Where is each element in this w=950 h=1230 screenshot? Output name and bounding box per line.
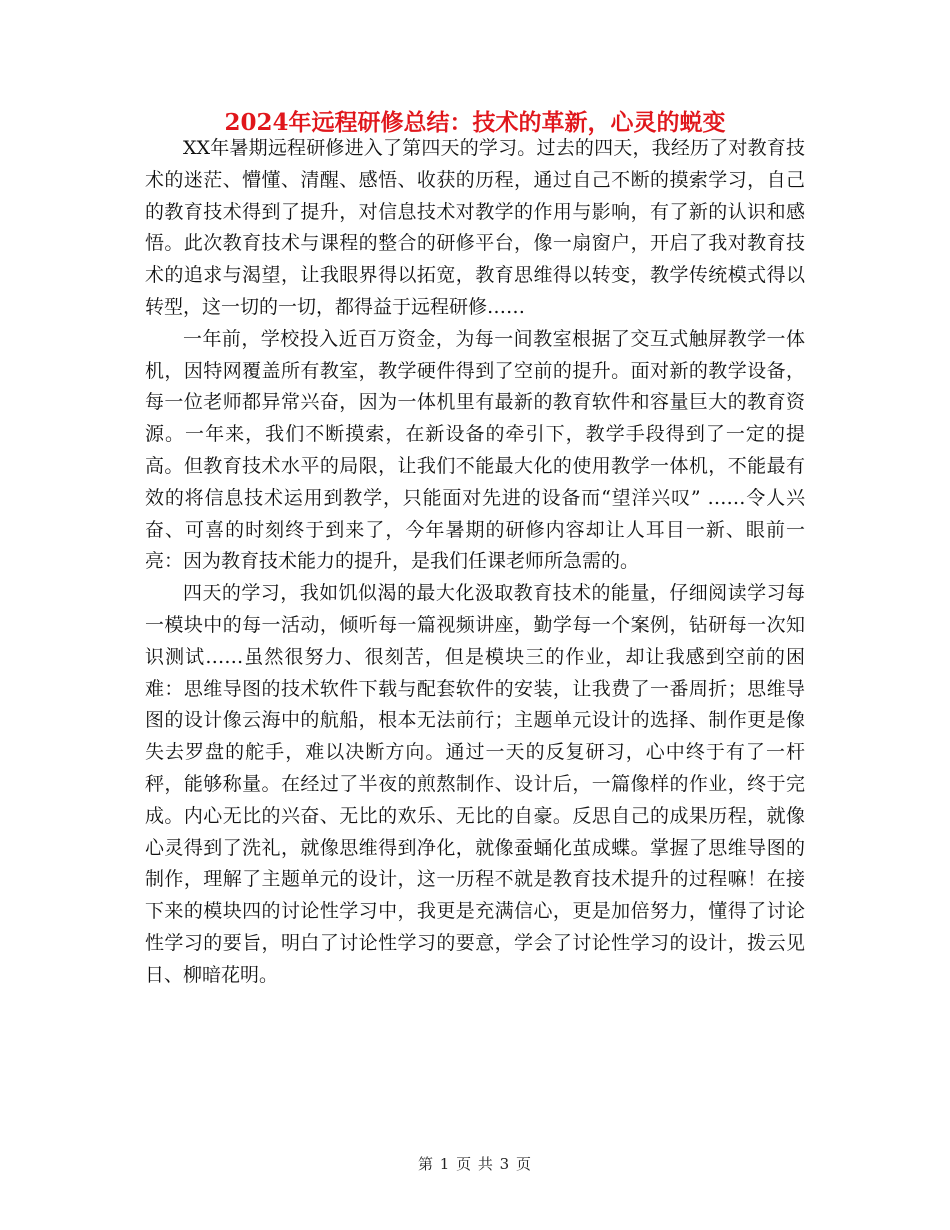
paragraph-2: 一年前，学校投入近百万资金，为每一间教室根据了交互式触屏教学一体机，因特网覆盖所有教室，教学硬件得到了空前的提升。面对新的教学设备，每一位老师都异常兴奋，因为一体机里有最新的教育软件和容量巨大的教育资源。一年来，我们不断摸索，在新设备的牵引下，教学手段得到了一定的提高。但教育技术水平的局限，让我们不能最大化的使用教学一体机，不能最有效的将信息技术运用到教学，只能面对先进的设备而“望洋兴叹” ……令人兴奋、可喜的时刻终于到来了，今年暑期的研修内容却让人耳目一新、眼前一亮：因为教育技术能力的提升，是我们任课老师所急需的。	[145, 327, 805, 573]
paragraph-1: XX年暑期远程研修进入了第四天的学习。过去的四天，我经历了对教育技术的迷茫、懵懂、清醒、感悟、收获的历程，通过自己不断的摸索学习，自己的教育技术得到了提升，对信息技术对教学的作用与影响，有了新的认识和感悟。此次教育技术与课程的整合的研修平台，像一扇窗户，开启了我对教育技术的追求与渴望，让我眼界得以拓宽，教育思维得以转变，教学传统模式得以转型，这一切的一切，都得益于远程研修……	[145, 137, 805, 318]
paragraph-3: 四天的学习，我如饥似渴的最大化汲取教育技术的能量，仔细阅读学习每一模块中的每一活动，倾听每一篇视频讲座，勤学每一个案例，钻研每一次知识测试……虽然很努力、很刻苦，但是模块三的作业，却让我感到空前的困难：思维导图的技术软件下载与配套软件的安装，让我费了一番周折；思维导图的设计像云海中的航船，根本无法前行；主题单元设计的选择、制作更是像失去罗盘的舵手，难以决断方向。通过一天的反复研习，心中终于有了一杆秤，能够称量。在经过了半夜的煎熬制作、设计后，一篇像样的作业，终于完成。内心无比的兴奋、无比的欢乐、无比的自豪。反思自己的成果历程，就像心灵得到了洗礼，就像思维得到净化，就像蚕蛹化茧成蝶。掌握了思维导图的制作，理解了主题单元的设计，这一历程不就是教育技术提升的过程嘛！在接下来的模块四的讨论性学习中，我更是充满信心，更是加倍努力，懂得了讨论性学习的要旨，明白了讨论性学习的要意，学会了讨论性学习的设计，拨云见日、柳暗花明。	[145, 582, 805, 986]
page-footer: 第 1 页 共 3 页	[418, 1155, 532, 1173]
document-title: 2024年远程研修总结：技术的革新，心灵的蜕变	[224, 109, 726, 136]
document-body	[145, 133, 805, 992]
